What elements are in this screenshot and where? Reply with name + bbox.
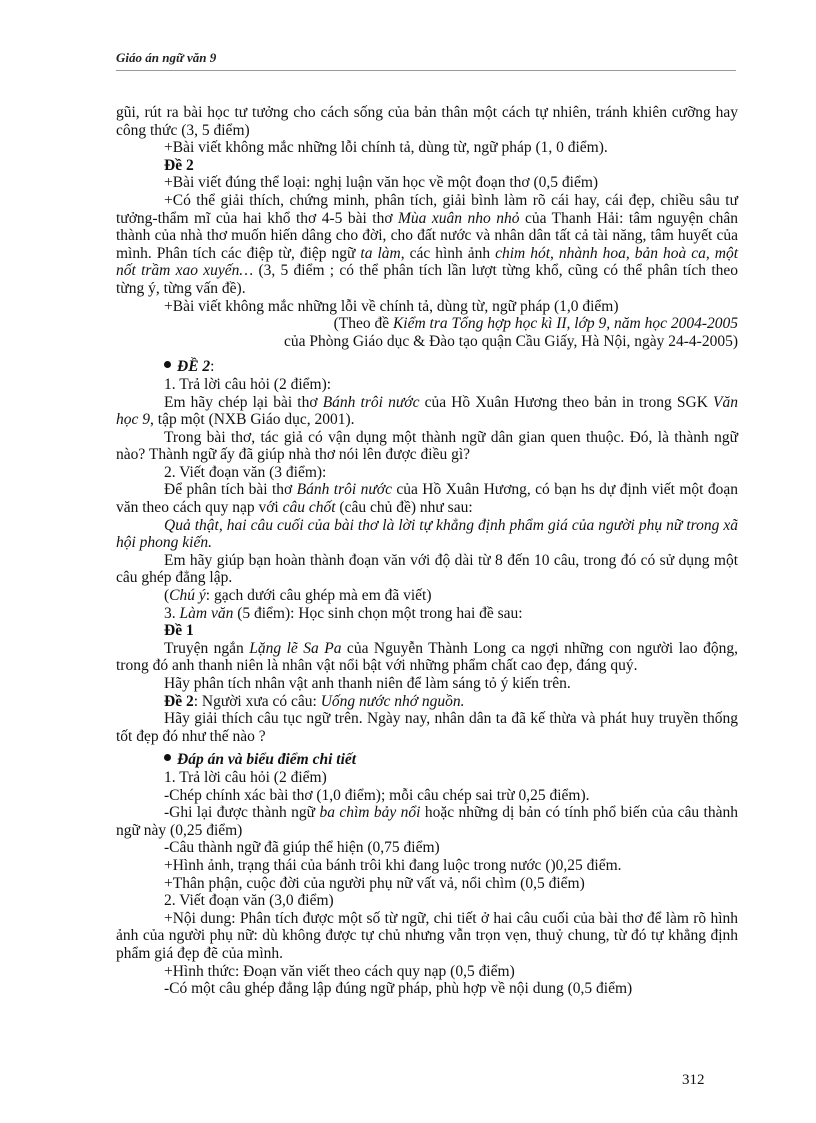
text-run: Truyện ngắn bbox=[164, 639, 250, 657]
text-run: (5 điểm): Học sinh chọn một trong hai đề sau: bbox=[233, 604, 523, 622]
paragraph bbox=[116, 804, 738, 839]
text-run: -Ghi lại được thành ngữ bbox=[164, 804, 320, 822]
paragraph: +Bài viết không mắc những lỗi chính tả, dùng từ, ngữ pháp (1, 0 điểm). bbox=[164, 139, 608, 157]
section-heading: Đề 1 bbox=[164, 622, 194, 640]
bullet-icon bbox=[164, 754, 171, 761]
text-run: (3, 5 điểm ; có thể phân tích lần lượt từng khổ, cũng có thể phân tích theo từng ý, từng vấn đề). bbox=[116, 262, 739, 297]
source-note: của Phòng Giáo dục & Đào tạo quận Cầu Giấy, Hà Nội, ngày 24-4-2005) bbox=[284, 332, 738, 350]
text-run: : bbox=[210, 358, 215, 376]
text-run: : gạch dưới câu ghép mà em đã viết) bbox=[205, 587, 432, 605]
paragraph: -Câu thành ngữ đã giúp thể hiện (0,75 điểm) bbox=[164, 839, 440, 857]
paragraph bbox=[116, 605, 738, 623]
paragraph: Hãy giải thích câu tục ngữ trên. Ngày nay, nhân dân ta đã kế thừa và phát huy truyền thống tốt đẹp đó như thế nào ? bbox=[116, 710, 738, 745]
paragraph: -Có một câu ghép đẳng lập đúng ngữ pháp, phù hợp về nội dung (0,5 điểm) bbox=[164, 980, 633, 998]
text-run: Em hãy chép lại bài thơ bbox=[164, 393, 323, 411]
idiom: ba chìm bảy nổi bbox=[319, 804, 421, 822]
paragraph: 2. Viết đoạn văn (3,0 điểm) bbox=[164, 892, 334, 910]
bullet-icon bbox=[164, 361, 171, 368]
text-run: 3. bbox=[164, 604, 180, 622]
source-title: Kiểm tra Tổng hợp học kì II, lớp 9, năm học 2004-2005 bbox=[392, 315, 738, 333]
quoted-phrase: chim hót, nhành hoa, bản hoà ca, một nốt trầm xao xuyến… bbox=[116, 244, 738, 280]
source-note bbox=[116, 315, 738, 333]
paragraph: +Nội dung: Phân tích được một số từ ngữ, chi tiết ở hai câu cuối của bài thơ để làm rõ hình ảnh của người phụ nữ: dù không được tự chủ nhưng vẫn trọn vẹn, thuỷ chung, từ đó tự khẳng định phẩm giá đẹp đẽ của mình. bbox=[116, 909, 738, 962]
proverb: Uống nước nhớ nguồn. bbox=[320, 692, 465, 710]
quoted-phrase: câu chốt bbox=[282, 499, 336, 517]
header-divider bbox=[116, 70, 736, 71]
paragraph: +Thân phận, cuộc đời của người phụ nữ vất vả, nổi chìm (0,5 điểm) bbox=[164, 874, 585, 892]
paragraph: +Bài viết không mắc những lỗi về chính tả, dùng từ, ngữ pháp (1,0 điểm) bbox=[164, 297, 619, 315]
poem-title: Mùa xuân nho nhỏ bbox=[398, 209, 520, 227]
poem-title: Bánh trôi nước bbox=[322, 393, 420, 411]
page-number: 312 bbox=[682, 1072, 705, 1088]
paragraph: 1. Trả lời câu hỏi (2 điểm) bbox=[164, 768, 327, 786]
text-run: Để phân tích bài thơ bbox=[164, 481, 297, 499]
poem-title: Bánh trôi nước bbox=[296, 481, 392, 499]
paragraph bbox=[116, 192, 738, 298]
answer-title: Đáp án và biểu điểm chi tiết bbox=[177, 751, 357, 769]
book-title: Văn học 9 bbox=[116, 393, 738, 429]
document-body bbox=[116, 104, 738, 998]
paragraph: gũi, rút ra bài học tư tưởng cho cách sống của bản thân một cách tự nhiên, tránh khiên cưỡng hay công thức (3, 5 điểm) bbox=[116, 104, 738, 139]
text-run: +Có thể giải thích, chứng minh, phân tích, giải bình làm rõ cái hay, cái đẹp, chiều sâu tư tưởng-thẩm mĩ của hai khổ thơ 4-5 bài thơ bbox=[116, 191, 738, 227]
paragraph bbox=[116, 394, 738, 429]
text-run: , tập một (NXB Giáo dục, 2001). bbox=[150, 411, 355, 429]
paragraph: Hãy phân tích nhân vật anh thanh niên để làm sáng tỏ ý kiến trên. bbox=[164, 675, 571, 692]
paragraph bbox=[116, 640, 738, 675]
paragraph bbox=[116, 587, 738, 605]
section-heading: Đề 2 bbox=[164, 692, 194, 710]
paragraph: +Hình thức: Đoạn văn viết theo cách quy nạp (0,5 điểm) bbox=[164, 962, 515, 980]
text-run: , các hình ảnh bbox=[400, 244, 496, 262]
story-title: Lặng lẽ Sa Pa bbox=[249, 639, 342, 657]
text-run: : Người xưa có câu: bbox=[193, 692, 321, 710]
quoted-sentence: Quả thật, hai câu cuối của bài thơ là lời tự khẳng định phẩm giá của người phụ nữ trong xã hội phong kiến. bbox=[116, 516, 738, 552]
note-label: Chú ý bbox=[169, 587, 206, 605]
paragraph bbox=[116, 481, 738, 516]
text-run: (câu chủ đề) như sau: bbox=[335, 499, 473, 517]
text-run: của Hồ Xuân Hương, có bạn hs dự định viết một đoạn văn theo cách quy nạp với bbox=[116, 481, 738, 517]
text-run: (Theo đề bbox=[333, 315, 393, 333]
text-run: hoặc những dị bản có tính phổ biến của câu thành ngữ này (0,25 điểm) bbox=[116, 804, 738, 839]
quoted-phrase: ta làm bbox=[360, 244, 401, 262]
paragraph: Em hãy giúp bạn hoàn thành đoạn văn với độ dài từ 8 đến 10 câu, trong đó có sử dụng một câu ghép đẳng lập. bbox=[116, 551, 738, 587]
section-heading: Đề 2 bbox=[164, 156, 194, 174]
paragraph: +Bài viết đúng thể loại: nghị luận văn học về một đoạn thơ (0,5 điểm) bbox=[164, 174, 599, 192]
text-run: của Hồ Xuân Hương theo bản in trong SGK bbox=[419, 393, 714, 411]
text-run: của Thanh Hải: tâm nguyện chân thành của nhà thơ muốn hiến dâng cho đời, cho đất nước và nhân dân tất cả tài năng, tâm huyết của mình. Phân tích các điệp từ, điệp ngữ bbox=[116, 209, 738, 262]
paragraph: 1. Trả lời câu hỏi (2 điểm): bbox=[164, 375, 332, 393]
answer-heading bbox=[164, 751, 738, 769]
paragraph bbox=[116, 693, 738, 711]
text-run: của Nguyễn Thành Long ca ngợi những con người lao động, trong đó anh thanh niên là nhân vật nổi bật với những phẩm chất cao đẹp, đáng quý. bbox=[116, 639, 738, 675]
paragraph: 2. Viết đoạn văn (3 điểm): bbox=[164, 463, 327, 481]
exam-heading bbox=[164, 358, 738, 376]
exam-title: ĐỀ 2 bbox=[177, 358, 211, 376]
paragraph: +Hình ảnh, trạng thái của bánh trôi khi đang luộc trong nước ()0,25 điểm. bbox=[164, 856, 622, 874]
running-header: Giáo án ngữ văn 9 bbox=[116, 50, 217, 65]
paragraph: -Chép chính xác bài thơ (1,0 điểm); mỗi câu chép sai trừ 0,25 điểm). bbox=[164, 786, 590, 804]
section-label: Làm văn bbox=[179, 604, 234, 622]
text-run: ( bbox=[164, 587, 170, 605]
paragraph: Trong bài thơ, tác giả có vận dụng một thành ngữ dân gian quen thuộc. Đó, là thành ngữ nào? Thành ngữ ấy đã giúp nhà thơ nói lên được điều gì? bbox=[116, 428, 738, 464]
